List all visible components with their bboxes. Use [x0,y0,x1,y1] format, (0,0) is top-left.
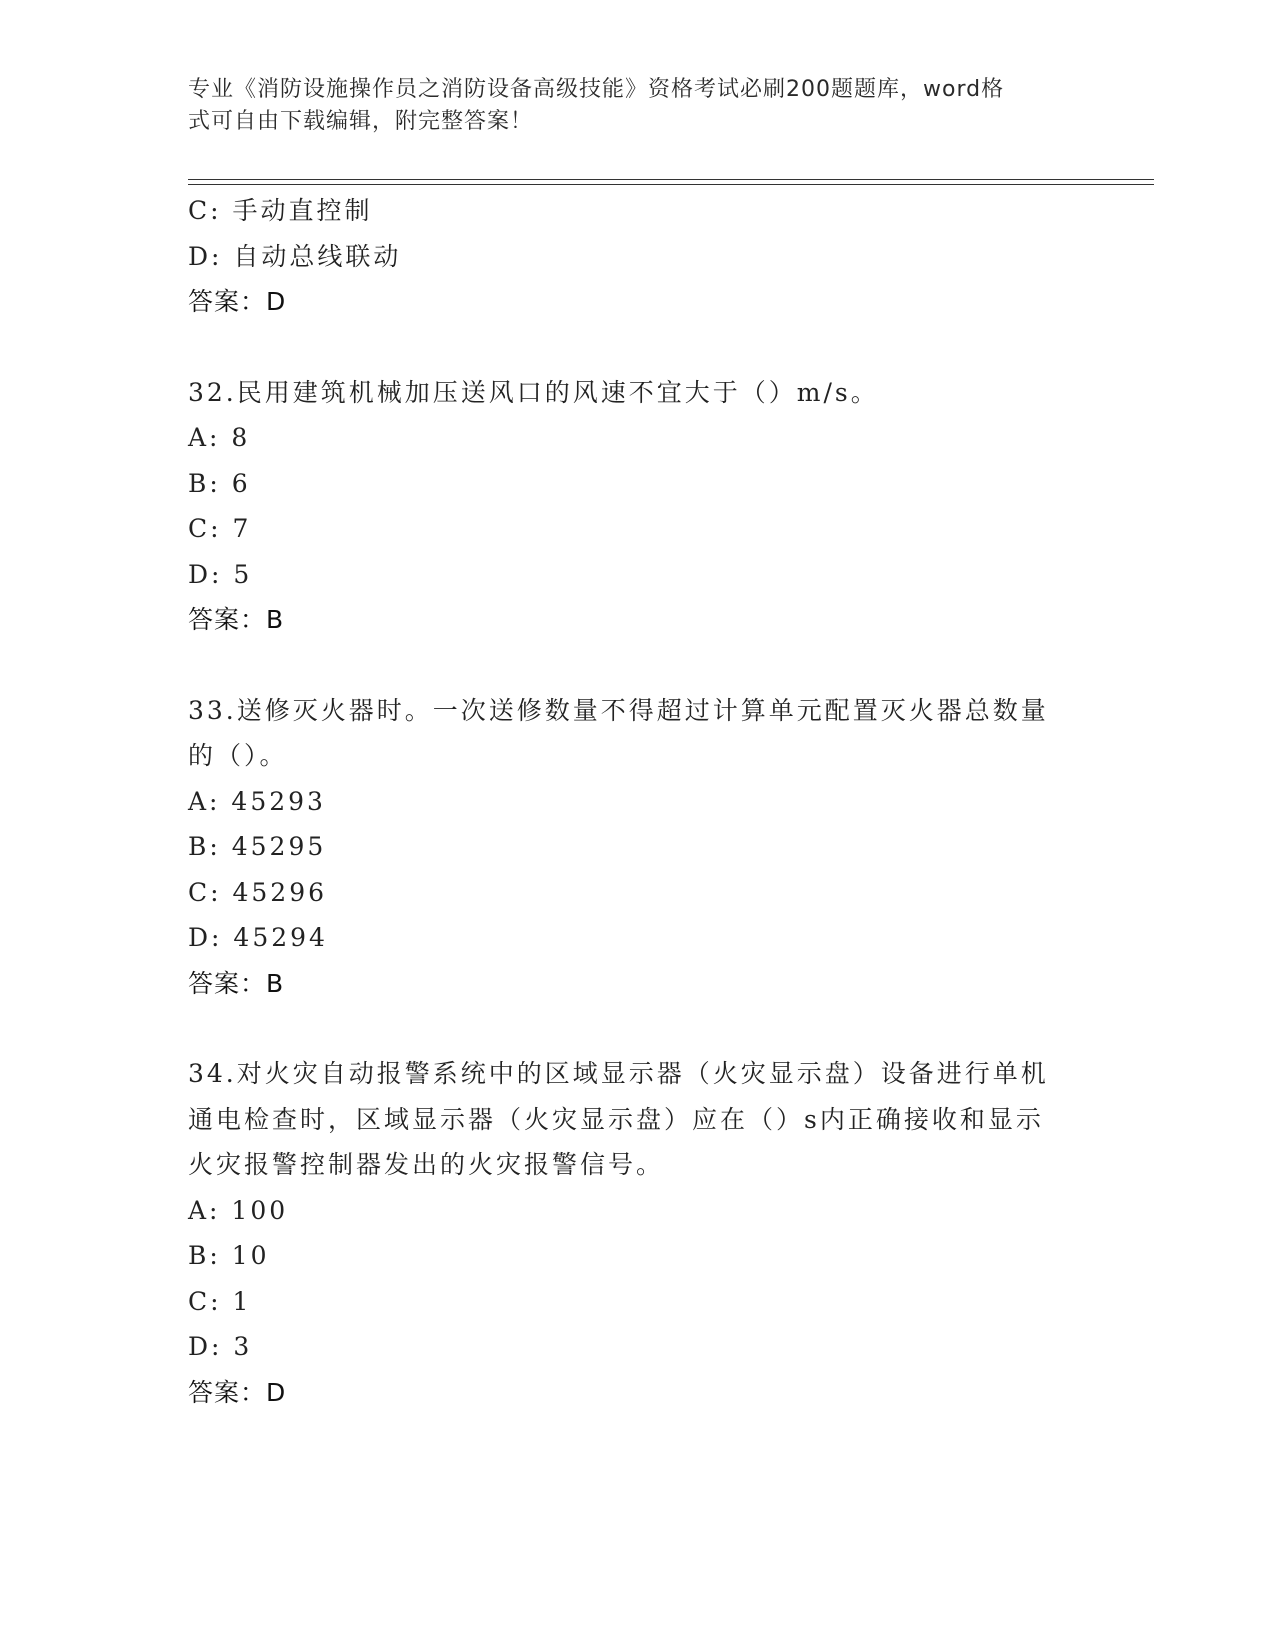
option-d: D: 3 [188,1332,253,1361]
answer: 答案：B [188,968,285,998]
option-c: C: 1 [188,1286,252,1316]
option-a: A: 8 [188,423,251,452]
header-rule-top [188,179,1154,180]
question-text-line-3: 火灾报警控制器发出的火灾报警信号。 [188,1150,665,1179]
header-line-1: 专业《消防设施操作员之消防设备高级技能》资格考试必刷200题题库，word格 [188,77,1005,102]
option-d: D: 5 [188,559,253,589]
question-text-line-2: 的（）。 [188,741,288,770]
answer: 答案：B [188,605,285,634]
option-c: C: 手动直控制 [188,196,373,225]
document-header [188,74,1088,138]
header-rule-bottom [188,184,1154,185]
answer: 答案：D [188,287,287,316]
question-33 [188,688,1088,1007]
question-34 [188,1051,1088,1415]
option-c: C: 7 [188,514,252,543]
question-text-line-2: 通电检查时，区域显示器（火灾显示盘）应在（）s内正确接收和显示 [188,1104,1044,1134]
question-text-line-1: 33.送修灭火器时。一次送修数量不得超过计算单元配置灭火器总数量 [188,695,1049,725]
option-b: B: 45295 [188,832,327,861]
question-list [188,188,1088,1415]
question-31-tail [188,188,1088,325]
question-text-line-1: 34.对火灾自动报警系统中的区域显示器（火灾显示盘）设备进行单机 [188,1059,1049,1088]
option-b: B: 6 [188,468,251,498]
option-a: A: 45293 [188,786,326,816]
option-a: A: 100 [188,1195,289,1225]
option-b: B: 10 [188,1241,270,1270]
option-c: C: 45296 [188,877,328,907]
header-line-2: 式可自由下载编辑，附完整答案！ [188,109,534,134]
question-32 [188,370,1088,643]
answer: 答案：D [188,1377,287,1407]
option-d: D: 45294 [188,923,328,952]
question-text: 32.民用建筑机械加压送风口的风速不宜大于（）m/s。 [188,377,879,407]
option-d: D: 自动总线联动 [188,241,402,271]
